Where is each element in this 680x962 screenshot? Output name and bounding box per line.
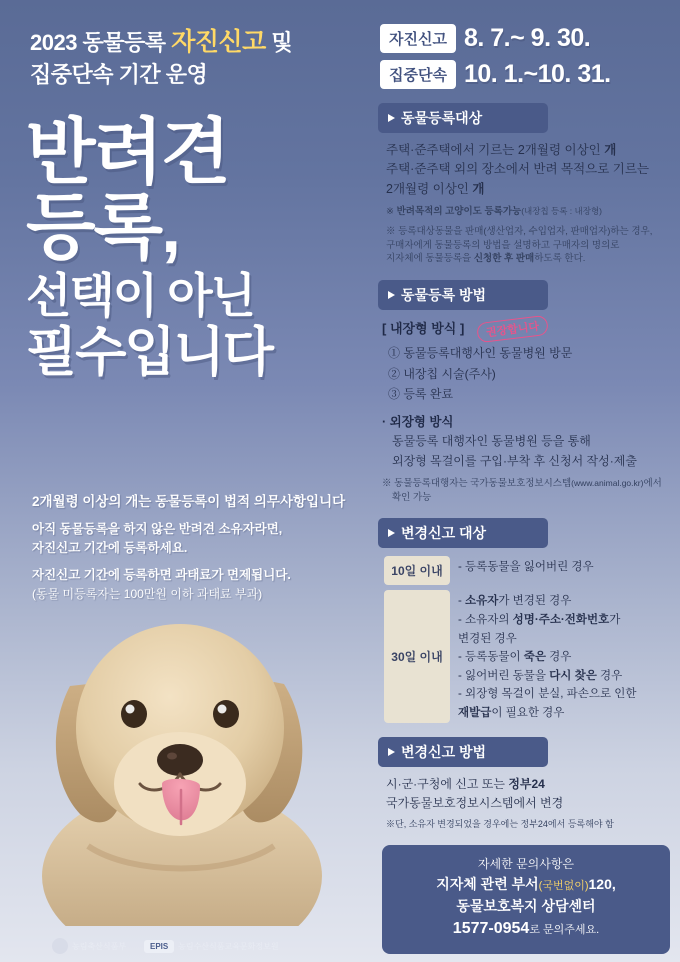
date-row-report [380, 24, 680, 53]
puppy-photo [22, 546, 352, 926]
lead-line-3a: 자진신고 기간에 등록하면 과태료가 면제됩니다. [32, 567, 291, 582]
change-method-footnote: ※단, 소유자 변경되었을 경우에는 정부24에서 등록해야 함 [386, 819, 614, 830]
method-external-title: · 외장형 방식 [382, 415, 454, 430]
deadline-tag-30days: 30일 이내 [384, 590, 450, 722]
target-line-3 [386, 180, 670, 199]
lead-line-2a: 아직 동물등록을 하지 않은 반려견 소유자라면, [32, 521, 283, 536]
lead-line-3b: (동물 미등록자는 100만원 이하 과태료 부과) [32, 587, 263, 602]
date-row-crackdown [380, 60, 680, 89]
section-header-registration-method [378, 280, 548, 310]
method-inner-title: [ 내장형 방식 ] [382, 321, 465, 337]
method-step-2: ② 내장칩 시술(주사) [388, 366, 496, 381]
item-post: 경우 [596, 669, 623, 682]
target-note-1-strong: 반려목적의 고양이도 등록가능 [396, 206, 522, 218]
deadline-tag-10days: 10일 이내 [384, 556, 450, 585]
target-line-1-bold: 개 [604, 143, 617, 157]
date-block [380, 24, 680, 89]
header-line-1-pre: 2023 동물등록 [30, 30, 172, 55]
mafra-emblem-icon [52, 938, 68, 954]
target-note-2-line-3 [386, 252, 670, 266]
contact-line-2a: 지자체 관련 부서 [436, 876, 539, 892]
method-step-1: ① 동물등록대행사인 동물병원 방문 [388, 346, 573, 361]
target-line-3-text: 2개월령 이상인 [386, 181, 473, 196]
date-value-self-report: 8. 7.~ 9. 30. [463, 24, 591, 52]
target-note-1-mark: ※ [386, 206, 397, 218]
logo-mafra-label: 농림축산식품부 [72, 941, 127, 951]
headline-line-1: 반려견 [26, 113, 229, 193]
item-bold: 다시 찾은 [549, 669, 597, 682]
method-inner-title-row [382, 318, 674, 339]
item-post: 가 변경된 경우 [498, 595, 572, 608]
lead-line-2b: 자진신고 기간에 등록하세요. [32, 541, 188, 556]
method-footnote-url: (www.animal.go.kr) [571, 477, 644, 488]
right-column [372, 0, 680, 962]
item-pre: - 등록동물이 [458, 651, 524, 664]
change-method-line-1 [386, 775, 668, 794]
header-highlight: 자진신고 [171, 28, 266, 56]
triangle-bullet-icon [388, 529, 395, 537]
gov24-label: 정부24 [508, 776, 545, 791]
target-note-2-line-3c: 하도록 한다. [534, 253, 586, 265]
list-item [458, 667, 637, 686]
section-title-change-method: 변경신고 방법 [401, 743, 487, 760]
section-body-registration-target [372, 141, 680, 266]
target-note-2-line-1: ※ 등록대상동물을 판매(생산업자, 수입업자, 판매업자)하는 경우, [386, 225, 653, 237]
change-method-line-2: 국가동물보호정보시스템에서 변경 [386, 795, 564, 810]
method-footnote [382, 477, 674, 505]
item-bold: 소유자 [465, 595, 499, 608]
change-method-line-1a: 시·군·구청에 신고 또는 [386, 776, 509, 791]
change-items-30days [458, 590, 637, 722]
date-value-crackdown: 10. 1.~10. 31. [463, 60, 611, 88]
section-header-change-method [378, 737, 548, 767]
method-footnote-c: 에서 [643, 477, 662, 489]
contact-line-2c: 120, [588, 876, 616, 892]
item-post: 가 [609, 613, 621, 626]
section-title-change-target: 변경신고 대상 [401, 525, 487, 542]
headline-line-4: 필수입니다 [26, 323, 272, 383]
target-line-1-text: 주택·준주택에서 기르는 2개월령 이상인 [386, 143, 605, 157]
list-item: - 등록동물을 잃어버린 경우 [458, 561, 594, 574]
section-title-registration-target: 동물등록대상 [401, 110, 483, 126]
target-note-2-line-3b: 신청한 후 판매 [473, 253, 535, 265]
table-row [384, 590, 672, 722]
triangle-bullet-icon [388, 291, 395, 299]
item-pre: - 잃어버린 동물을 [458, 669, 550, 682]
poster-header [0, 0, 360, 89]
method-external-line-1: 동물등록 대행자인 동물병원 등을 통해 [392, 434, 591, 449]
item-pre: - 소유자의 [458, 613, 513, 626]
list-item [458, 611, 637, 630]
item-pre: - [458, 595, 466, 608]
list-item [458, 648, 637, 667]
table-row [384, 556, 672, 585]
method-step-3: ③ 등록 완료 [388, 386, 454, 401]
section-header-registration-target [378, 103, 548, 133]
header-line-2: 집중단속 기간 운영 [30, 61, 208, 87]
item-bold: 성명·주소·전화번호 [512, 613, 610, 626]
headline-block [26, 113, 356, 383]
contact-line-2 [390, 874, 662, 896]
target-line-3-bold: 개 [472, 181, 485, 196]
recommended-stamp: 권장합니다 [476, 315, 549, 344]
target-line-2: 주택·준주택 외의 장소에서 반려 목적으로 기르는 [386, 162, 650, 177]
contact-phone-number[interactable]: 1577-0954 [452, 920, 530, 938]
epis-emblem-icon: EPIS [144, 940, 174, 953]
date-tag-self-report: 자진신고 [380, 24, 456, 53]
header-line-1-post: 및 [265, 30, 293, 55]
triangle-bullet-icon [388, 748, 395, 756]
method-external-lines [392, 432, 674, 470]
change-target-table [384, 556, 672, 722]
target-note-2-line-2: 구매자에게 동물등록의 방법을 설명하고 구매자의 명의로 [386, 239, 620, 251]
lead-line-1: 2개월령 이상의 개는 동물등록이 법적 의무사항입니다 [32, 494, 346, 509]
logo-epis [144, 940, 278, 953]
contact-line-2b: (국번없이) [538, 880, 589, 892]
item-bold: 죽은 [523, 651, 546, 664]
method-footnote-d: 확인 가능 [392, 491, 432, 503]
target-note-2-line-3a: 지자체에 동물등록을 [386, 253, 474, 265]
target-note-1-paren: (내장칩 등록 : 내장형) [521, 206, 602, 217]
list-item [458, 704, 637, 723]
header-line-1 [30, 26, 342, 60]
item-post: 이 필요한 경우 [491, 707, 565, 720]
date-tag-crackdown: 집중단속 [380, 60, 456, 89]
logo-epis-label: 농림수산식품교육문화정보원 [178, 941, 279, 951]
item-bold: 재발급 [458, 707, 492, 720]
target-note-2 [386, 225, 670, 266]
method-footnote-a: ※ 동물등록대행자는 국가동물보호정보시스템 [382, 477, 572, 489]
contact-line-4b: 로 문의주세요. [529, 924, 600, 937]
section-title-registration-method: 동물등록 방법 [401, 287, 487, 304]
headline-line-3: 선택이 아닌 [26, 269, 255, 323]
logo-mafra [52, 938, 126, 954]
section-body-change-method [372, 775, 680, 832]
list-item [458, 592, 637, 611]
puppy-illustration [22, 546, 352, 926]
target-line-1 [386, 141, 670, 160]
list-item: 변경된 경우 [458, 632, 517, 645]
contact-line-1: 자세한 문의사항은 [477, 857, 575, 872]
target-note-1 [386, 205, 670, 219]
item-post: 경우 [545, 651, 572, 664]
section-body-registration-method [382, 318, 674, 504]
contact-box [382, 845, 670, 954]
headline-line-2: 등록, [26, 187, 180, 268]
list-item: - 외장형 목걸이 분실, 파손으로 인한 [458, 688, 637, 701]
contact-line-4 [390, 917, 662, 942]
triangle-bullet-icon [388, 114, 395, 122]
change-items-10days [458, 556, 594, 585]
section-header-change-target [378, 518, 548, 548]
contact-line-3: 동물보호복지 상담센터 [456, 897, 596, 914]
footer-logos [52, 938, 279, 954]
method-external-line-2: 외장형 목걸이를 구입·부착 후 신청서 작성·제출 [392, 453, 637, 468]
method-step-list [388, 343, 674, 404]
